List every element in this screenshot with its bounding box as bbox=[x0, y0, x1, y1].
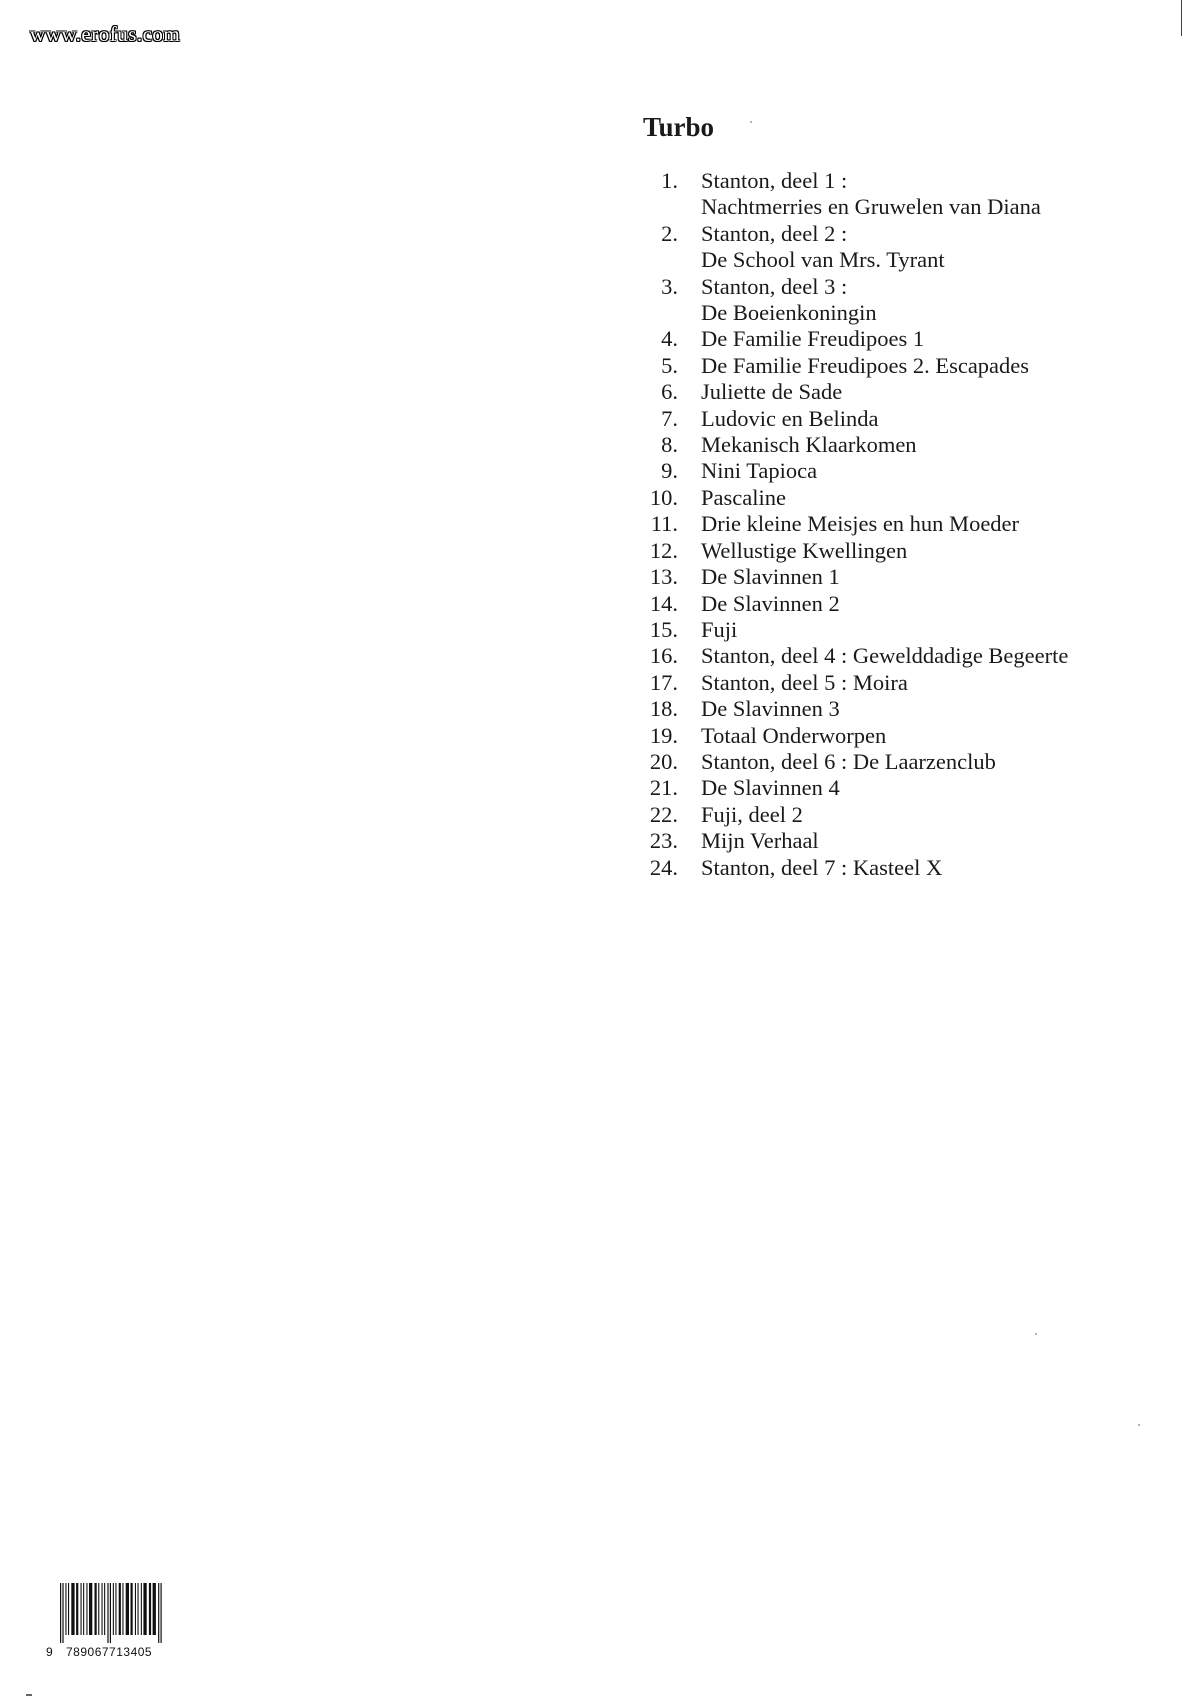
book-list-item bbox=[600, 353, 1068, 379]
barcode-number: 789067713405 bbox=[66, 1645, 153, 1659]
book-list-item bbox=[600, 379, 1068, 405]
book-title-line: De Familie Freudipoes 2. Escapades bbox=[701, 352, 1030, 378]
barcode-bar bbox=[119, 1583, 121, 1635]
scan-edge-mark bbox=[1181, 0, 1182, 36]
book-list-item bbox=[600, 643, 1068, 669]
book-title bbox=[701, 274, 877, 327]
isbn-barcode bbox=[46, 1583, 214, 1661]
book-list-item bbox=[600, 564, 1068, 590]
barcode-bar bbox=[149, 1583, 151, 1635]
book-title-line: De Slavinnen 4 bbox=[701, 775, 840, 801]
book-list-item bbox=[600, 775, 1068, 801]
barcode-bar bbox=[126, 1583, 129, 1635]
book-title bbox=[701, 775, 840, 801]
book-title bbox=[701, 353, 1029, 379]
book-title bbox=[701, 511, 1019, 537]
barcode-bar bbox=[68, 1583, 69, 1635]
book-list-item bbox=[600, 221, 1068, 274]
book-title bbox=[701, 326, 924, 352]
book-list bbox=[600, 168, 1068, 881]
scan-speck bbox=[750, 121, 752, 123]
book-title bbox=[701, 485, 786, 511]
book-title bbox=[701, 458, 817, 484]
barcode-bar bbox=[138, 1583, 139, 1635]
book-list-item bbox=[600, 274, 1068, 327]
book-list-item bbox=[600, 617, 1068, 643]
book-list-item bbox=[600, 670, 1068, 696]
book-list-item bbox=[600, 538, 1068, 564]
barcode-bar bbox=[113, 1583, 114, 1635]
book-number: 1. bbox=[661, 168, 678, 193]
barcode-bar bbox=[60, 1583, 61, 1643]
book-title-line: Fuji bbox=[701, 616, 738, 642]
book-number: 2. bbox=[661, 220, 678, 246]
book-number: 10. bbox=[649, 484, 678, 510]
book-title-line: Fuji, deel 2 bbox=[701, 801, 803, 827]
book-list-item bbox=[600, 696, 1068, 722]
book-title-line: Stanton, deel 5 : Moira bbox=[701, 669, 908, 695]
book-title bbox=[701, 749, 996, 775]
barcode-bar bbox=[83, 1583, 84, 1635]
book-number: 13. bbox=[649, 564, 678, 590]
book-number: 18. bbox=[649, 696, 678, 722]
book-number: 20. bbox=[649, 748, 678, 774]
book-title-line: De Familie Freudipoes 1 bbox=[701, 326, 925, 352]
book-title-line: De Slavinnen 1 bbox=[701, 564, 840, 590]
barcode-bars bbox=[46, 1583, 214, 1643]
book-title-line: Mekanisch Klaarkomen bbox=[701, 432, 917, 458]
barcode-bar bbox=[71, 1583, 74, 1635]
barcode-bar bbox=[115, 1583, 116, 1635]
book-number: 15. bbox=[649, 616, 678, 642]
book-number: 21. bbox=[649, 775, 678, 801]
book-title bbox=[701, 538, 907, 564]
barcode-bar bbox=[104, 1583, 105, 1635]
book-list-item bbox=[600, 406, 1068, 432]
book-number: 16. bbox=[649, 643, 678, 669]
barcode-lead-digit: 9 bbox=[46, 1645, 54, 1659]
barcode-bar bbox=[65, 1583, 66, 1635]
book-title bbox=[701, 696, 840, 722]
book-title bbox=[701, 802, 803, 828]
book-list-item bbox=[600, 168, 1068, 221]
book-list-item bbox=[600, 432, 1068, 458]
book-title bbox=[701, 221, 945, 274]
book-title-line: Stanton, deel 1 : bbox=[701, 168, 848, 193]
barcode-bar bbox=[89, 1583, 92, 1635]
barcode-bar bbox=[161, 1583, 162, 1643]
book-title-line: Stanton, deel 7 : Kasteel X bbox=[701, 854, 943, 880]
book-title-line: Wellustige Kwellingen bbox=[701, 537, 908, 563]
barcode-digits bbox=[46, 1645, 214, 1659]
book-title bbox=[701, 406, 878, 432]
book-number: 17. bbox=[649, 669, 678, 695]
book-list-item bbox=[600, 591, 1068, 617]
book-title-line: Ludovic en Belinda bbox=[701, 405, 879, 431]
book-title bbox=[701, 168, 1041, 221]
book-title bbox=[701, 432, 917, 458]
barcode-bar bbox=[141, 1583, 142, 1635]
barcode-bar bbox=[86, 1583, 87, 1635]
book-title-line: Stanton, deel 6 : De Laarzenclub bbox=[701, 748, 996, 774]
book-number: 5. bbox=[661, 352, 678, 378]
book-number: 3. bbox=[661, 273, 678, 299]
book-number: 12. bbox=[649, 537, 678, 563]
book-number: 6. bbox=[661, 379, 678, 405]
book-title-line: Nachtmerries en Gruwelen van Diana bbox=[701, 194, 1041, 220]
watermark-text: www.erofus.com bbox=[30, 22, 181, 46]
barcode-bar bbox=[153, 1583, 156, 1635]
book-title-line: De School van Mrs. Tyrant bbox=[701, 247, 945, 273]
book-number: 9. bbox=[661, 458, 678, 484]
book-title bbox=[701, 591, 840, 617]
series-title: Turbo bbox=[643, 112, 715, 142]
book-list-item bbox=[600, 723, 1068, 749]
barcode-bar bbox=[131, 1583, 133, 1635]
book-title-line: Stanton, deel 3 : bbox=[701, 273, 848, 299]
barcode-bar bbox=[76, 1583, 78, 1635]
barcode-bar bbox=[81, 1583, 82, 1635]
book-title-line: Mijn Verhaal bbox=[701, 828, 819, 854]
scan-speck bbox=[1138, 1424, 1140, 1426]
book-title bbox=[701, 670, 908, 696]
barcode-bar bbox=[98, 1583, 99, 1635]
book-number: 7. bbox=[661, 405, 678, 431]
barcode-bar bbox=[110, 1583, 111, 1643]
barcode-bar bbox=[107, 1583, 108, 1643]
barcode-bar bbox=[158, 1583, 159, 1643]
book-title-line: Juliette de Sade bbox=[701, 379, 843, 405]
book-number: 24. bbox=[649, 854, 678, 880]
book-title bbox=[701, 379, 842, 405]
barcode-bar bbox=[62, 1583, 63, 1643]
book-list-item bbox=[600, 802, 1068, 828]
book-title bbox=[701, 643, 1068, 669]
book-list-item bbox=[600, 855, 1068, 881]
book-number: 8. bbox=[661, 432, 678, 458]
book-number: 11. bbox=[650, 511, 678, 537]
book-title-line: Stanton, deel 4 : Gewelddadige Begeerte bbox=[701, 643, 1069, 669]
book-title bbox=[701, 855, 942, 881]
barcode-bar bbox=[143, 1583, 146, 1635]
book-number: 19. bbox=[649, 722, 678, 748]
book-title-line: Pascaline bbox=[701, 484, 786, 510]
book-title-line: De Boeienkoningin bbox=[701, 300, 877, 326]
book-title-line: Drie kleine Meisjes en hun Moeder bbox=[701, 511, 1020, 537]
book-list-item bbox=[600, 828, 1068, 854]
book-list-item bbox=[600, 485, 1068, 511]
book-list-item bbox=[600, 749, 1068, 775]
barcode-bar bbox=[135, 1583, 136, 1635]
book-title-line: De Slavinnen 3 bbox=[701, 696, 840, 722]
book-title-line: De Slavinnen 2 bbox=[701, 590, 840, 616]
book-title-line: Stanton, deel 2 : bbox=[701, 220, 848, 246]
book-number: 14. bbox=[649, 590, 678, 616]
barcode-bar bbox=[122, 1583, 123, 1635]
book-title bbox=[701, 617, 737, 643]
book-number: 23. bbox=[649, 828, 678, 854]
book-title-line: Totaal Onderworpen bbox=[701, 722, 887, 748]
book-list-item bbox=[600, 326, 1068, 352]
book-list-item bbox=[600, 458, 1068, 484]
barcode-bar bbox=[95, 1583, 97, 1635]
book-list-item bbox=[600, 511, 1068, 537]
book-number: 4. bbox=[661, 326, 678, 352]
book-title bbox=[701, 723, 886, 749]
book-title-line: Nini Tapioca bbox=[701, 458, 818, 484]
scan-mark-bottom bbox=[26, 1694, 32, 1696]
book-title bbox=[701, 828, 819, 854]
book-number: 22. bbox=[649, 801, 678, 827]
scan-speck bbox=[1035, 1333, 1037, 1335]
book-title bbox=[701, 564, 840, 590]
barcode-bar bbox=[102, 1583, 103, 1635]
